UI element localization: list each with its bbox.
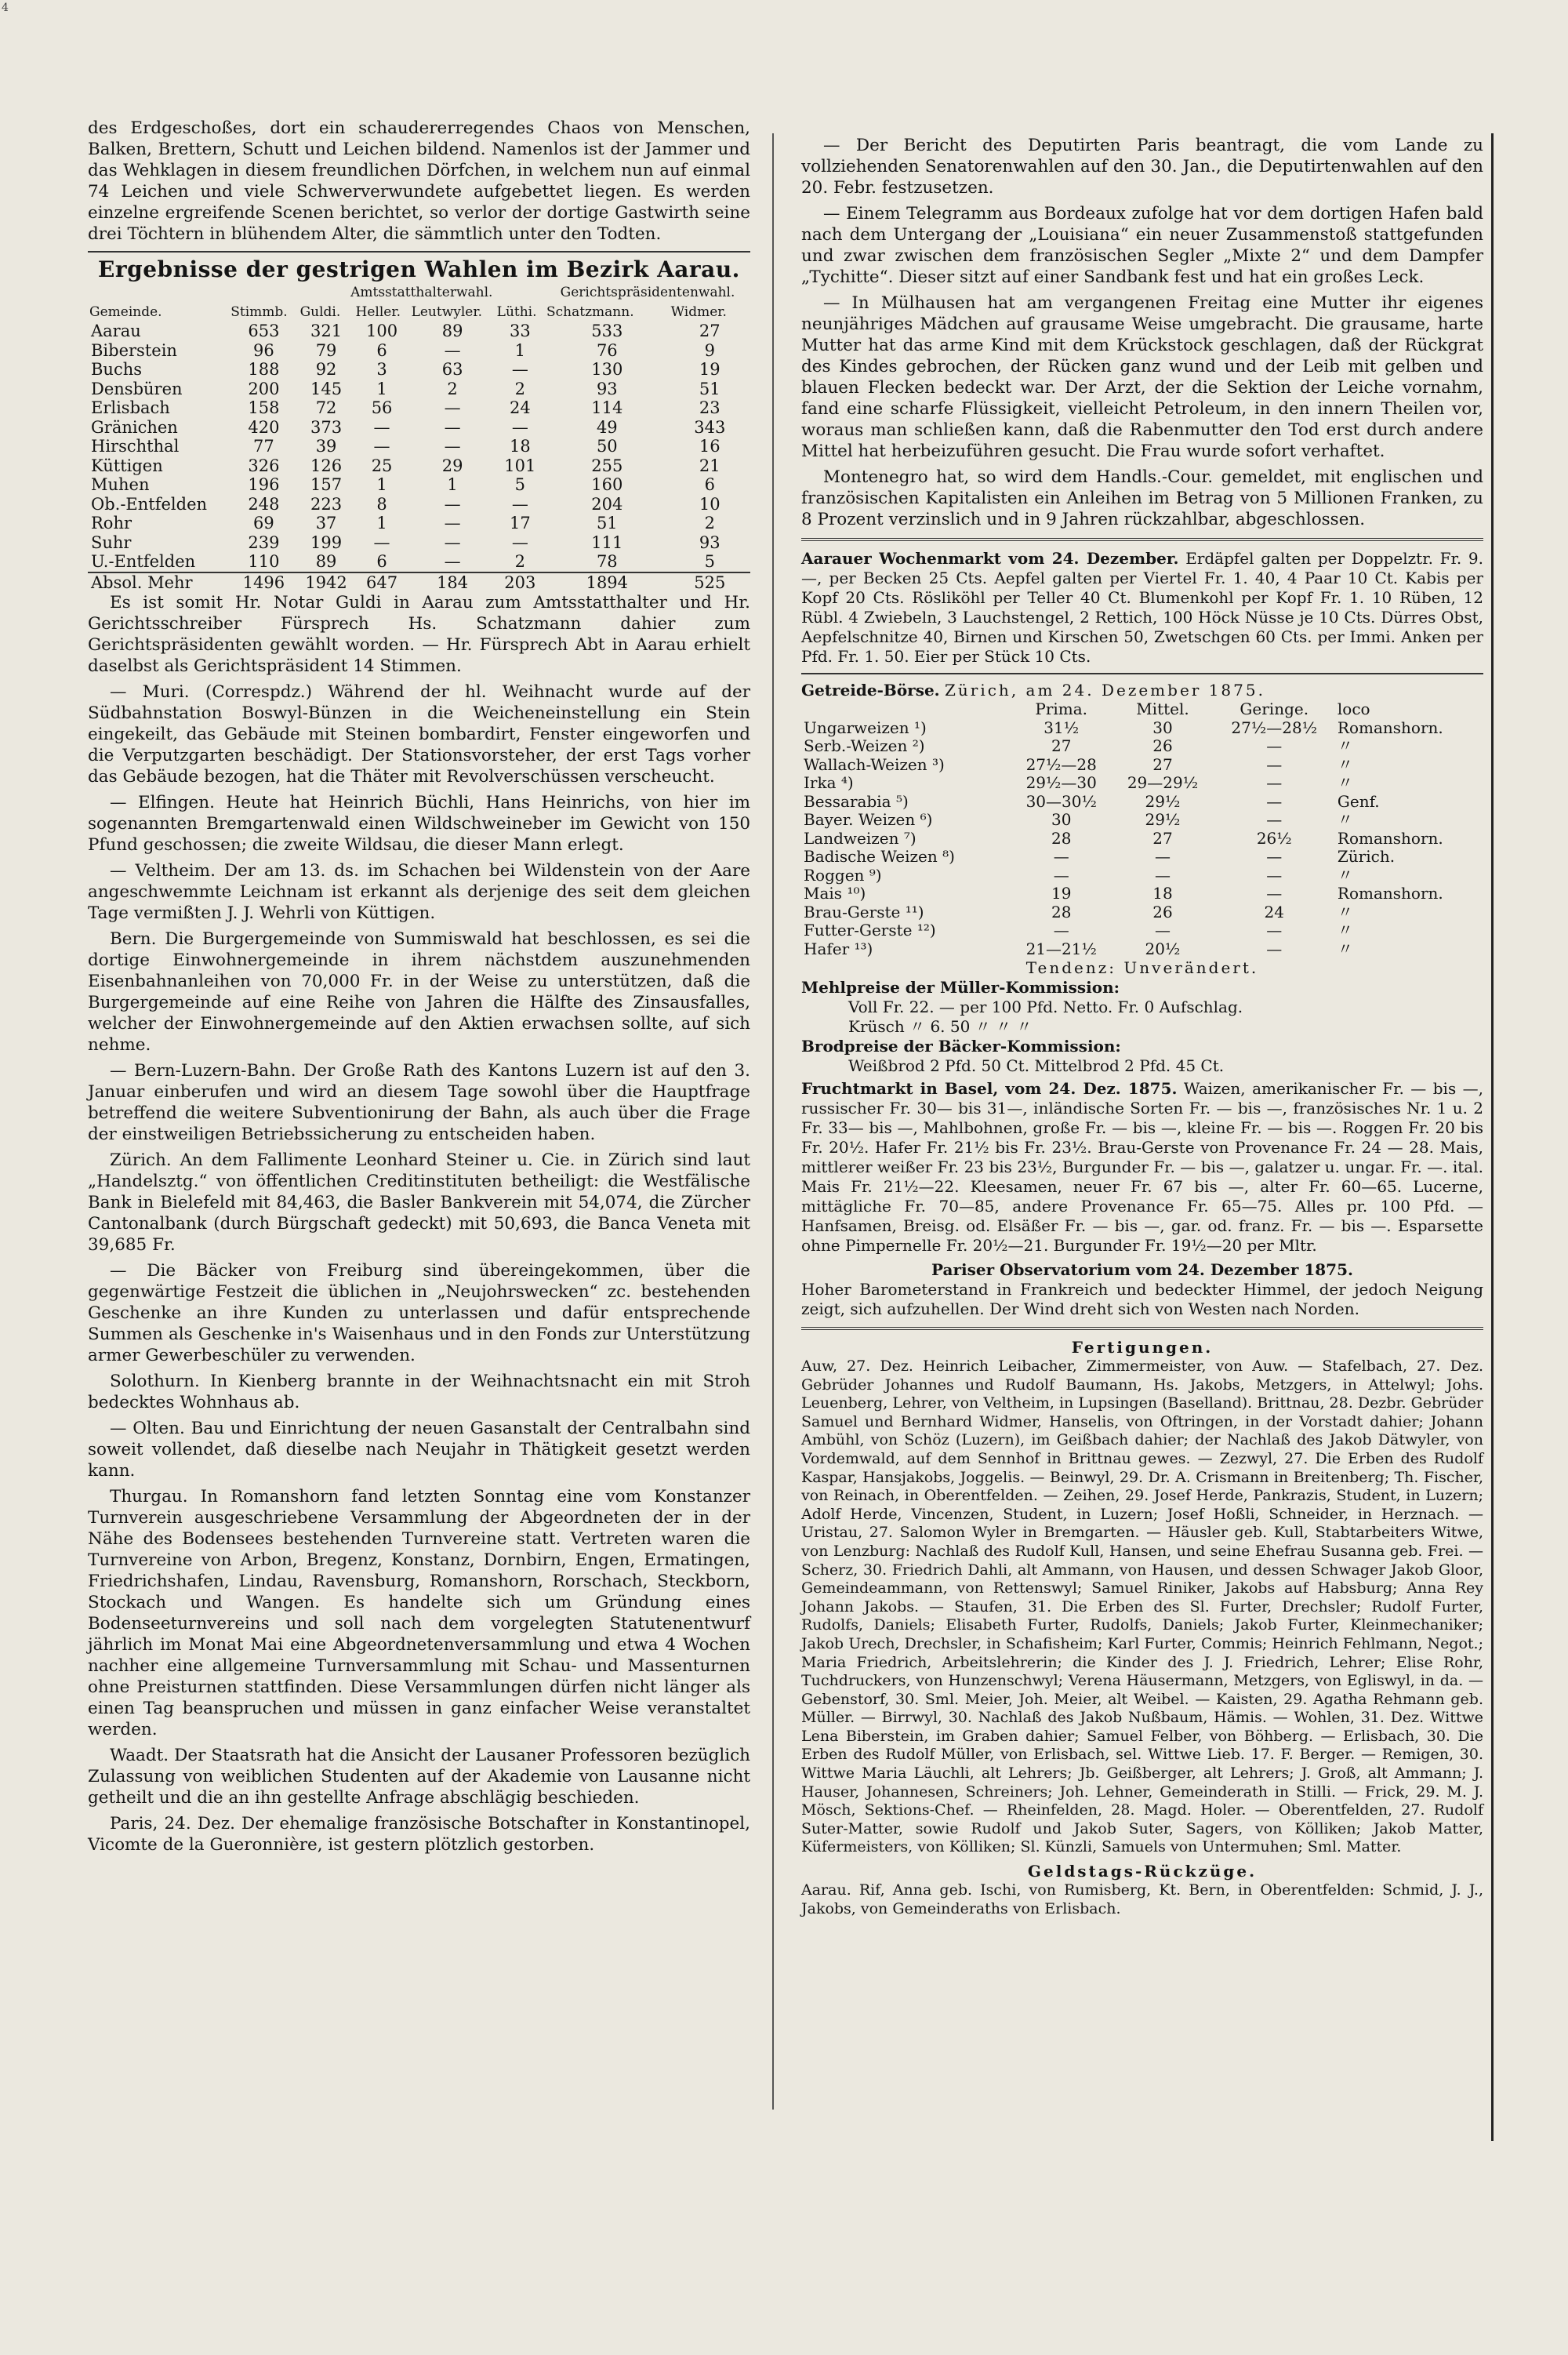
article-bern-luzern-bahn: — Bern-Luzern-Bahn. Der Große Rath des Kantons Luzern ist auf den 3. Januar einberufen und wird an diesem Tage sowohl über die Hauptfrage betreffend die weitere Subventionirung der Bahn, als auch über die Frage der einstweiligen Betriebssicherung zu entscheiden haben. [88, 1061, 750, 1144]
vote-count: — [511, 360, 528, 379]
vote-count: 1 [376, 379, 387, 398]
vote-count: — [511, 417, 528, 437]
vote-count: 188 [248, 360, 280, 379]
vote-count: 93 [596, 379, 618, 398]
total-value: 203 [495, 572, 545, 593]
table-row [88, 533, 750, 553]
grain-row [801, 774, 1483, 793]
vote-count: 5 [704, 552, 715, 571]
vote-count: 17 [509, 514, 531, 532]
grain-price: — [1053, 847, 1069, 866]
table-header-row [88, 303, 750, 322]
vote-count: 19 [699, 360, 720, 379]
fruit-market [801, 1079, 1483, 1256]
vote-count: 6 [376, 552, 387, 571]
grain-price: — [1053, 865, 1069, 885]
vote-count: 1 [447, 475, 458, 494]
article-freiburg: — Die Bäcker von Freiburg sind übereingekommen, über die gegenwärtige Festzeit die üblichen in „Neujohrswecken“ zc. bestehenden Geschenke an ihre Kunden zu unterlassen und dafür entsprechende Summen als Geschenke in's Waisenhaus und in den Fonds zur Unterstützung armer Gewerbeschüler zu verwenden. [88, 1261, 750, 1365]
municipality-name: Küttigen [91, 456, 163, 475]
municipality-name: Aarau [91, 322, 141, 340]
article-election-result: Es ist somit Hr. Notar Guldi in Aarau zum Amtsstatthalter und Hr. Gerichtsschreiber Fürsprech Hs. Schatzmann dahier zum Gerichtspräsidenten gewählt worden. — Hr. Fürsprech Abt in Aarau erhielt daselbst als Gerichtspräsident 14 Stimmen. [88, 593, 750, 676]
column-header: Stimmb. [230, 303, 288, 320]
vote-count: 2 [447, 379, 458, 398]
vote-count: — [511, 494, 528, 514]
grain-price: — [1266, 791, 1283, 811]
grain-price: 27 [1152, 754, 1173, 774]
vote-count: 204 [591, 494, 623, 514]
column-header: Lüthi. [496, 303, 537, 320]
flour-price-1: Voll Fr. 22. — per 100 Pfd. Netto. Fr. 0 Aufschlag. [848, 998, 1243, 1016]
vote-count: 93 [699, 532, 720, 552]
vote-count: 373 [310, 417, 343, 437]
observatory-heading: Pariser Observatorium vom 24. Dezember 1875. [931, 1260, 1353, 1279]
grain-row [801, 793, 1483, 812]
vote-count: 21 [699, 456, 720, 475]
grain-price: 18 [1152, 884, 1173, 903]
fruit-market-text: Waizen, amerikanischer Fr. — bis —, russischer Fr. 30— bis 31—, inländische Sorten Fr. — bis —, französisches Nr. 1 u. 2 Fr. 33— bis —, Mahlbohnen, große Fr. — bis —, kleine Fr. — bis —. Roggen Fr. 20 bis Fr. 20½. Hafer Fr. 21½ bis Fr. 23½. Brau-Gerste von Provenance Fr. 24 — 28. Mais, mittlerer weißer Fr. 23 bis 23½, Burgunder Fr. — bis —, galatzer u. ungar. Fr. —. ital. Mais Fr. 21½—22. Kleesamen, neuer Fr. 67 bis —, alter Fr. 60—65. Lucerne, mittägliche Fr. 70—85, andere Provenance Fr. 65—75. Alles pr. 100 Pfd. — Hanfsamen, Breisg. od. Elsäßer Fr. — bis —, gar. od. franz. Fr. — bis —. Esparsette ohne Pimpernelle Fr. 20½—21. Burgunder Fr. 19½—20 per Mltr. [801, 1079, 1484, 1255]
grain-price: 24 [1264, 902, 1284, 921]
group-header-amtsstatthalter: Amtsstatthalterwahl. [350, 285, 493, 300]
vote-count: 16 [699, 437, 720, 456]
divider [801, 1327, 1483, 1330]
grain-price: 26 [1152, 736, 1173, 755]
grain-row [801, 885, 1483, 903]
article-thurgau: Thurgau. In Romanshorn fand letzten Sonntag eine vom Konstanzer Turnverein ausgeschriebene Versammlung der Abgeordneten der in der Nähe des Bodensees bestehenden Turnvereine statt. Vertreten waren die Turnvereine von Arbon, Bregenz, Konstanz, Dornbirn, Engen, Ermatingen, Friedrichshafen, Lindau, Ravensburg, Romanshorn, Rorschach, Steckborn, Stockach und Wangen. Es handelte sich um Gründung eines Bodenseeturnvereins und soll nach dem vorgelegten Statutenentwurf jährlich im Monat Mai eine Abgeordnetenversammlung und etwa 4 Wochen nachher eine allgemeine Turnversammlung mit Schau- und Massenturnen ohne Preisturnen stattfinden. Diese Versammlungen dürfen nicht länger als einen Tag beanspruchen und müssen in ganz einfacher Weise veranstaltet werden. [88, 1487, 750, 1739]
grain-row [801, 811, 1483, 830]
market-text: Erdäpfel galten per Doppelztr. Fr. 9. —, per Becken 25 Cts. Aepfel galten per Viertel Fr. 1. 40, 4 Paar 10 Ct. Kabis per Kopf 20 Cts. Rösliköhl per Teller 40 Ct. Blumenkohl per Kopf Fr. 1. 10 Rüben, 12 Rübl. 4 Zwiebeln, 3 Lauchstengel, 2 Rettich, 100 Höck Nüsse je 10 Cts. Dürres Obst, Aepfelschnitze 40, Birnen und Kirschen 50, Zwetschgen 60 Cts. per Immi. Anken per Pfd. Fr. 1. 50. Eier per Stück 10 Cts. [801, 549, 1484, 666]
column-header: Heller. [355, 303, 401, 320]
vote-count: — [373, 417, 390, 437]
grain-price: 26 [1152, 902, 1173, 921]
grain-price: 29½ [1145, 791, 1181, 811]
vote-count: 49 [596, 417, 618, 437]
municipality-name: Biberstein [91, 340, 177, 360]
vote-count: 25 [371, 456, 393, 475]
bread-heading: Brodpreise der Bäcker-Kommission: [801, 1037, 1121, 1056]
article-muri: — Muri. (Correspdz.) Während der hl. Weihnacht wurde auf der Südbahnstation Boswyl-Bünzen in die Weicheneinstellung ein Stein eingekeilt, das Gebäude mit Steinen bombardirt, Fenster eingeworfen und die Verputzgarten beschädigt. Der Stationsvorsteher, der erst Tags vorher das Gebäude bezogen, hat die Thäter mit Revolverschüssen verscheucht. [88, 682, 750, 787]
grain-price: — [1266, 754, 1283, 774]
column-header: Guldi. [299, 303, 341, 320]
vote-count: 8 [376, 494, 387, 514]
grain-price: 27 [1051, 736, 1072, 755]
vote-count: 1 [376, 514, 387, 532]
vote-count: 50 [596, 437, 618, 456]
vote-count: 160 [591, 475, 623, 494]
flour-price-2: Krüsch 〃 6. 50 〃 〃 〃 [848, 1017, 1033, 1036]
vote-count: — [373, 532, 390, 552]
vote-count: 2 [514, 552, 526, 571]
vote-count: 76 [596, 340, 618, 360]
vote-count: 196 [248, 475, 280, 494]
grain-location: 〃 [1337, 754, 1353, 774]
vote-count: 158 [248, 398, 280, 417]
grain-price: 30 [1051, 810, 1072, 829]
table-row [88, 380, 750, 399]
grain-price: 31½ [1044, 718, 1080, 737]
municipality-name: Buchs [91, 360, 143, 379]
vote-count: 130 [591, 360, 623, 379]
grain-name: Bessarabia ⁵) [804, 791, 909, 811]
vote-count: 6 [376, 340, 387, 360]
grain-row [801, 940, 1483, 959]
municipality-name: Gränichen [91, 417, 178, 437]
article-waadt: Waadt. Der Staatsrath hat die Ansicht der Lausaner Professoren bezüglich Zulassung von weiblichen Studenten auf der Akademie von Lausanne nicht getheilt und die an ihn gestellte Anfrage abschlägig beschieden. [88, 1746, 750, 1808]
grain-price: 29½—30 [1025, 773, 1097, 792]
vote-count: 101 [504, 456, 536, 475]
geldstags-text: Aarau. Rif, Anna geb. Ischi, von Rumisberg, Kt. Bern, in Oberentfelden: Schmid, J. J., Jakobs, von Gemeinderaths von Erlisbach. [801, 1881, 1483, 1917]
fertigungen-text: Auw, 27. Dez. Heinrich Leibacher, Zimmermeister, von Auw. — Stafelbach, 27. Dez. Gebrüder Johannes und Rudolf Baumann, Hs. Jakobs, Metzgers, in Attelwyl; Johs. Leuenberg, Lehrer, von Veltheim, in Lupsingen (Baselland). Brittnau, 28. Dezbr. Gebrüder Samuel und Bernhard Widmer, Hanselis, von Oftringen, in der Vorstadt dahier; Johann Ambühl, von Schöz (Luzern), im Geißbach dahier; der Nachlaß des Jakob Dätwyler, von Vordemwald, auf dem Sennhof in Brittnau gewes. — Zezwyl, 27. Die Erben des Rudolf Kaspar, Hansjakobs, Joggelis. — Beinwyl, 29. Dr. A. Crismann in Breitenberg; Th. Fischer, von Reinach, in Oberentfelden. — Zeihen, 29. Josef Herde, Pankrazis, Student, in Luzern; Adolf Herde, Vincenzen, Student, in Luzern; Josef Hoßli, Schneider, in Herznach. — Uristau, 27. Salomon Wyler in Bremgarten. — Häusler geb. Kull, Stabtarbeiters Witwe, von Lenzburg: Nachlaß des Rudolf Kull, Hansen, und seine Ehefrau Susanna geb. Frei. — Scherz, 30. Friedrich Dahli, alt Ammann, von Hausen, und dessen Schwager Jakob Gloor, Gemeindeammann, von Rettenswyl; Samuel Riniker, Jakobs auf Habsburg; Anna Rey Johann Jakobs. — Staufen, 31. Die Erben des Sl. Furter, Drechsler; Rudolf Furter, Rudolfs, Daniels; Elisabeth Furter, Rudolfs, Daniels; Jakob Furter, Kleinmechaniker; Jakob Urech, Drechsler, in Schafisheim; Karl Furter, Commis; Heinrich Fehlmann, Negot.; Maria Friedrich, Arbeitslehrerin; die Kinder des J. J. Friedrich, Lehrer; Elise Rohr, Tuchdruckers, von Hunzenschwyl; Verena Häusermann, Metzgers, von Egliswyl, in da. — Gebenstorf, 30. Sml. Meier, Joh. Meier, alt Weibel. — Kaisten, 29. Agatha Rehmann geb. Müller. — Birrwyl, 30. Nachlaß des Jakob Nußbaum, Hämis. — Wohlen, 31. Dez. Wittwe Lena Biberstein, im Graben dahier; Samuel Felber, von Böhberg. — Erlisbach, 30. Die Erben des Rudolf Müller, von Erlisbach, sel. Wittwe Lieb. 17. F. Berger. — Remigen, 30. Wittwe Maria Läuchli, alt Lehrers; Jb. Geißberger, alt Lehrers; J. Groß, alt Ammann; J. Hauser, Johannesen, Schreiners; Joh. Lehner, Gemeinderath in Stilli. — Frick, 29. M. J. Mösch, Sektions-Chef. — Rheinfelden, 28. Magd. Holer. — Oberentfelden, 27. Rudolf Suter-Matter, sowie Rudolf und Jakob Suter, Sagers, von Kölliken; Jakob Matter, Küfermeisters, von Kölliken; Sl. Künzli, Samuels von Untermuhen; Sml. Matter. [801, 1357, 1483, 1856]
flour-heading: Mehlpreise der Müller-Kommission: [801, 978, 1120, 997]
grain-name: Roggen ⁹) [804, 865, 882, 885]
grain-price-table [801, 700, 1483, 958]
grain-row [801, 903, 1483, 922]
market-heading: Aarauer Wochenmarkt vom 24. Dezember. [801, 549, 1179, 568]
column-header: Geringe. [1240, 700, 1309, 718]
grain-location: 〃 [1337, 736, 1353, 755]
vote-count: 326 [248, 456, 280, 475]
group-header-gerichtspraesident: Gerichtspräsidentenwahl. [560, 285, 735, 300]
vote-count: 33 [509, 322, 531, 340]
total-value: 1942 [299, 572, 354, 593]
vote-count: 10 [699, 494, 720, 514]
vote-count: 420 [248, 417, 280, 437]
vote-count: 2 [704, 514, 715, 532]
vote-count: 6 [704, 475, 715, 494]
grain-name: Mais ¹⁰) [804, 884, 866, 903]
column-header: Mittel. [1136, 700, 1189, 718]
vote-count: 72 [315, 398, 337, 417]
left-column [88, 118, 750, 1860]
right-column [801, 135, 1483, 1923]
column-divider [772, 133, 774, 2110]
vote-count: 343 [694, 417, 726, 437]
grain-location: 〃 [1337, 810, 1353, 829]
grain-location: 〃 [1337, 865, 1353, 885]
grain-price: 20½ [1145, 939, 1181, 958]
article-montenegro: Montenegro hat, so wird dem Handls.-Cour. gemeldet, mit englischen und französischen Kapitalisten ein Anleihen im Betrag von 5 Millionen Franken, zu 8 Prozent verzinslich und in 9 Jahren rückzahlbar, abgeschlossen. [801, 467, 1483, 529]
observatory-text: Hoher Barometerstand in Frankreich und bedeckter Himmel, der jedoch Neigung zeigt, sich aufzuhellen. Der Wind dreht sich von Westen nach Norden. [801, 1280, 1483, 1318]
grain-header-row [801, 700, 1483, 719]
table-row [88, 360, 750, 380]
article-bern-summiswald: Bern. Die Burgergemeinde von Summiswald hat beschlossen, es sei die dortige Einwohnergemeinde in ihrem nächstdem auszunehmenden Eisenbahnanleihen von 70,000 Fr. in der Weise zu unterstützen, daß die Burgergemeinde auf eine Reihe von Jahren die Hälfte des Zinsausfalles, welcher der Einwohnergemeinde auf den Aktien erwachsen sollte, auf sich nehme. [88, 929, 750, 1055]
total-value: 1894 [545, 572, 670, 593]
grain-name: Brau-Gerste ¹¹) [804, 902, 924, 921]
vote-count: 1 [514, 340, 526, 360]
total-label: Absol. Mehr [88, 572, 229, 593]
table-row [88, 475, 750, 495]
grain-name: Serb.-Weizen ²) [804, 736, 925, 755]
grain-row [801, 848, 1483, 867]
grain-price: — [1266, 810, 1283, 829]
grain-name: Irka ⁴) [804, 773, 854, 792]
grain-price: 26½ [1256, 828, 1292, 848]
grain-price: 28 [1051, 828, 1072, 848]
vote-count: 321 [310, 322, 343, 340]
grain-price: — [1266, 847, 1283, 866]
vote-count: 78 [596, 552, 618, 571]
vote-count: 653 [248, 322, 280, 340]
grain-location: 〃 [1337, 921, 1353, 939]
vote-count: — [444, 340, 461, 360]
vote-count: 126 [310, 456, 343, 475]
municipality-name: Muhen [91, 475, 150, 494]
bread-prices: Weißbrod 2 Pfd. 50 Ct. Mittelbrod 2 Pfd. 45 Ct. [848, 1056, 1225, 1075]
grain-name: Landweizen ⁷) [804, 828, 916, 848]
grain-name: Wallach-Weizen ³) [804, 754, 945, 774]
grain-location: Genf. [1337, 791, 1380, 811]
vote-count: 37 [315, 514, 337, 532]
grain-price: 27 [1152, 828, 1173, 848]
vote-count: 9 [704, 340, 715, 360]
total-value: 647 [354, 572, 410, 593]
grain-row [801, 921, 1483, 940]
grain-location: Zürich. [1337, 847, 1396, 866]
vote-count: 24 [509, 398, 531, 417]
vote-count: — [373, 437, 390, 456]
election-table-title: Ergebnisse der gestrigen Wahlen im Bezirk Aarau. [98, 256, 740, 282]
grain-price: — [1266, 921, 1283, 939]
column-header: Leutwyler. [411, 303, 483, 320]
vote-count: — [444, 494, 461, 514]
vote-count: — [444, 437, 461, 456]
vote-count: 89 [315, 552, 337, 571]
grain-location: Romanshorn. [1337, 718, 1443, 737]
total-row [88, 572, 750, 593]
divider [801, 673, 1483, 674]
grain-name: Hafer ¹³) [804, 939, 873, 958]
grain-row [801, 737, 1483, 756]
grain-price: — [1266, 773, 1283, 792]
vote-count: 248 [248, 494, 280, 514]
vote-count: 29 [441, 456, 463, 475]
vote-count: 111 [591, 532, 623, 552]
grain-exchange-title: Getreide-Börse. [801, 681, 940, 700]
vote-count: — [444, 398, 461, 417]
total-value: 1496 [229, 572, 298, 593]
vote-count: 77 [253, 437, 274, 456]
market-report [801, 549, 1483, 667]
vote-count: — [444, 532, 461, 552]
vote-count: 239 [248, 532, 280, 552]
grain-price: 29—29½ [1127, 773, 1199, 792]
total-value: 525 [670, 572, 750, 593]
article-bordeaux: — Einem Telegramm aus Bordeaux zufolge hat vor dem dortigen Hafen bald nach dem Untergang der „Louisiana“ ein neuer Zusammenstoß stattgefunden und zwar zwischen dem französischen Segler „Mixte 2“ und dem Dampfer „Tychitte“. Dieser sitzt auf einer Sandbank fest und hat ein großes Leck. [801, 204, 1483, 287]
election-results-table [88, 283, 750, 592]
vote-count: 63 [441, 360, 463, 379]
article-olten: — Olten. Bau und Einrichtung der neuen Gasanstalt der Centralbahn sind soweit vollendet, daß dieselbe nach Neujahr in Thätigkeit gesetzt werden kann. [88, 1419, 750, 1481]
grain-price: — [1154, 865, 1171, 885]
grain-price: — [1266, 736, 1283, 755]
grain-location: 〃 [1337, 902, 1353, 921]
vote-count: 533 [591, 322, 623, 340]
vote-count: 89 [441, 322, 463, 340]
vote-count: 157 [310, 475, 343, 494]
fertigungen-heading: Fertigungen. [1071, 1338, 1214, 1357]
vote-count: 5 [514, 475, 526, 494]
table-row [88, 514, 750, 533]
municipality-name: U.-Entfelden [91, 552, 196, 571]
grain-price: 30 [1152, 718, 1173, 737]
grain-price: — [1266, 884, 1283, 903]
grain-price: 28 [1051, 902, 1072, 921]
column-header: loco [1337, 700, 1370, 718]
total-value: 184 [410, 572, 495, 593]
vote-count: — [444, 417, 461, 437]
column-header: Schatzmann. [546, 303, 634, 320]
column-header [801, 700, 1011, 719]
article-zuerich: Zürich. An dem Fallimente Leonhard Steiner u. Cie. in Zürich sind laut „Handelsztg.“ von öffentlichen Creditinstituten betheiligt: die Westfälische Bank in Bielefeld mit 84,463, die Basler Bankverein mit 54,074, die Zürcher Cantonalbank (durch Bürgschaft gedeckt) mit 50,693, die Banca Veneta mit 39,685 Fr. [88, 1150, 750, 1255]
grain-name: Futter-Gerste ¹²) [804, 921, 936, 939]
municipality-name: Rohr [91, 514, 132, 532]
vote-count: 223 [310, 494, 343, 514]
article-solothurn: Solothurn. In Kienberg brannte in der Weihnachtsnacht ein mit Stroh bedecktes Wohnhaus ab. [88, 1372, 750, 1412]
municipality-name: Hirschthal [91, 437, 180, 456]
divider [801, 538, 1483, 541]
municipality-name: Ob.-Entfelden [91, 494, 208, 514]
grain-location: Romanshorn. [1337, 884, 1443, 903]
column-header: Gemeinde. [89, 303, 162, 320]
article-elfingen: — Elfingen. Heute hat Heinrich Büchli, Hans Heinrichs, von hier im sogenannten Bremgartenwald einen Wildschweineber im Gewicht von 150 Pfund geschossen; die zweite Wildsau, die dieser Mann erlegt. [88, 793, 750, 855]
vote-count: — [511, 532, 528, 552]
grain-price: — [1053, 921, 1069, 939]
grain-row [801, 830, 1483, 849]
vote-count: 200 [248, 379, 280, 398]
vote-count: 100 [366, 322, 398, 340]
grain-row [801, 719, 1483, 738]
vote-count: 79 [315, 340, 337, 360]
municipality-name: Erlisbach [91, 398, 170, 417]
vote-count: 27 [699, 322, 720, 340]
grain-price: 30—30½ [1025, 791, 1097, 811]
vote-count: 51 [596, 514, 618, 532]
grain-location: 〃 [1337, 773, 1353, 792]
vote-count: 255 [591, 456, 623, 475]
grain-table-body [801, 719, 1483, 959]
grain-price: — [1266, 865, 1283, 885]
grain-location: Romanshorn. [1337, 828, 1443, 848]
grain-price: 19 [1051, 884, 1072, 903]
grain-price: 27½—28 [1025, 754, 1097, 774]
column-header: Prima. [1035, 700, 1088, 718]
grain-exchange-header [801, 681, 1483, 700]
tendency: Tendenz: Unverändert. [1025, 958, 1259, 977]
grain-name: Ungarweizen ¹) [804, 718, 927, 737]
grain-price: — [1154, 921, 1171, 939]
page-edge-rule [1491, 133, 1494, 2141]
article-veltheim: — Veltheim. Der am 13. ds. im Schachen bei Wildenstein von der Aare angeschwemmte Leichnam ist erkannt als derjenige des seit dem gleichen Tage vermißten J. J. Wehrli von Küttigen. [88, 861, 750, 923]
municipality-name: Densbüren [91, 379, 183, 398]
vote-count: 18 [509, 437, 531, 456]
table-row [88, 418, 750, 438]
vote-count: 2 [514, 379, 526, 398]
vote-count: 39 [315, 437, 337, 456]
grain-name: Badische Weizen ⁸) [804, 847, 955, 866]
table-row [88, 437, 750, 456]
grain-price: 29½ [1145, 810, 1181, 829]
article-muelhausen: — In Mülhausen hat am vergangenen Freitag eine Mutter ihr eigenes neunjähriges Mädchen auf grausame Weise umgebracht. Die grausame, harte Mutter hat das arme Kind mit dem Krückstock geschlagen, daß der Rückgrat des Kindes gebrochen, der Rücken ganz wund und der Leib mit gelben und blauen Flecken bedeckt war. Der Arzt, der die Sektion der Leiche vornahm, fand eine scharfe Flüssigkeit, vielleicht Petroleum, in den innern Theilen vor, woraus man schließen kann, daß die Rabenmutter den Tod erst durch andere Mittel hat herbeizuführen gesucht. Die Frau wurde sofort verhaftet. [801, 293, 1483, 461]
table-row [88, 398, 750, 418]
table-row [88, 495, 750, 514]
vote-count: 110 [248, 552, 280, 571]
vote-count: 56 [371, 398, 393, 417]
vote-count: 96 [253, 340, 274, 360]
fruit-market-heading: Fruchtmarkt in Basel, vom 24. Dez. 1875. [801, 1079, 1178, 1098]
article-paris: Paris, 24. Dez. Der ehemalige französische Botschafter in Konstantinopel, Vicomte de la Gueronnière, ist gestern plötzlich gestorben. [88, 1814, 750, 1855]
election-table-body [88, 322, 750, 592]
vote-count: — [444, 514, 461, 532]
table-row [88, 456, 750, 476]
page-number: 4 [2, 2, 9, 14]
grain-price: 27½—28½ [1231, 718, 1318, 737]
column-header: Widmer. [670, 303, 727, 320]
table-row [88, 341, 750, 361]
divider [88, 251, 750, 253]
article-paris-report: — Der Bericht des Deputirten Paris beantragt, die vom Lande zu vollziehenden Senatorenwahlen auf den 30. Jan., die Deputirtenwahlen auf den 20. Febr. festzusetzen. [801, 136, 1483, 198]
grain-exchange-place-date: Zürich, am 24. Dezember 1875. [945, 681, 1265, 700]
grain-name: Bayer. Weizen ⁶) [804, 810, 933, 829]
grain-location: 〃 [1337, 939, 1353, 958]
vote-count: 3 [376, 360, 387, 379]
grain-price: — [1154, 847, 1171, 866]
vote-count: — [444, 552, 461, 571]
geldstags-heading: Geldstags-Rückzüge. [1027, 1862, 1258, 1881]
grain-price: — [1266, 939, 1283, 958]
table-row [88, 552, 750, 572]
vote-count: 92 [315, 360, 337, 379]
vote-count: 114 [591, 398, 623, 417]
vote-count: 1 [376, 475, 387, 494]
municipality-name: Suhr [91, 532, 132, 552]
article-earthquake-continuation: des Erdgeschoßes, dort ein schaudererregendes Chaos von Menschen, Balken, Brettern, Schutt und Leichen bildend. Namenlos ist der Jammer und das Wehklagen in diesem freundlichen Dörfchen, in welchem nun auf einmal 74 Leichen und viele Schwerverwundete aufgebettet liegen. Es werden einzelne ergreifende Scenen berichtet, so verlor der dortige Gastwirth seine drei Töchtern in blühendem Alter, die sämmtlich unter den Todten. [88, 118, 750, 244]
table-row [88, 322, 750, 341]
grain-row [801, 756, 1483, 775]
vote-count: 69 [253, 514, 274, 532]
vote-count: 23 [699, 398, 720, 417]
grain-row [801, 867, 1483, 885]
vote-count: 51 [699, 379, 720, 398]
vote-count: 199 [310, 532, 343, 552]
grain-price: 21—21½ [1025, 939, 1097, 958]
vote-count: 145 [310, 379, 343, 398]
